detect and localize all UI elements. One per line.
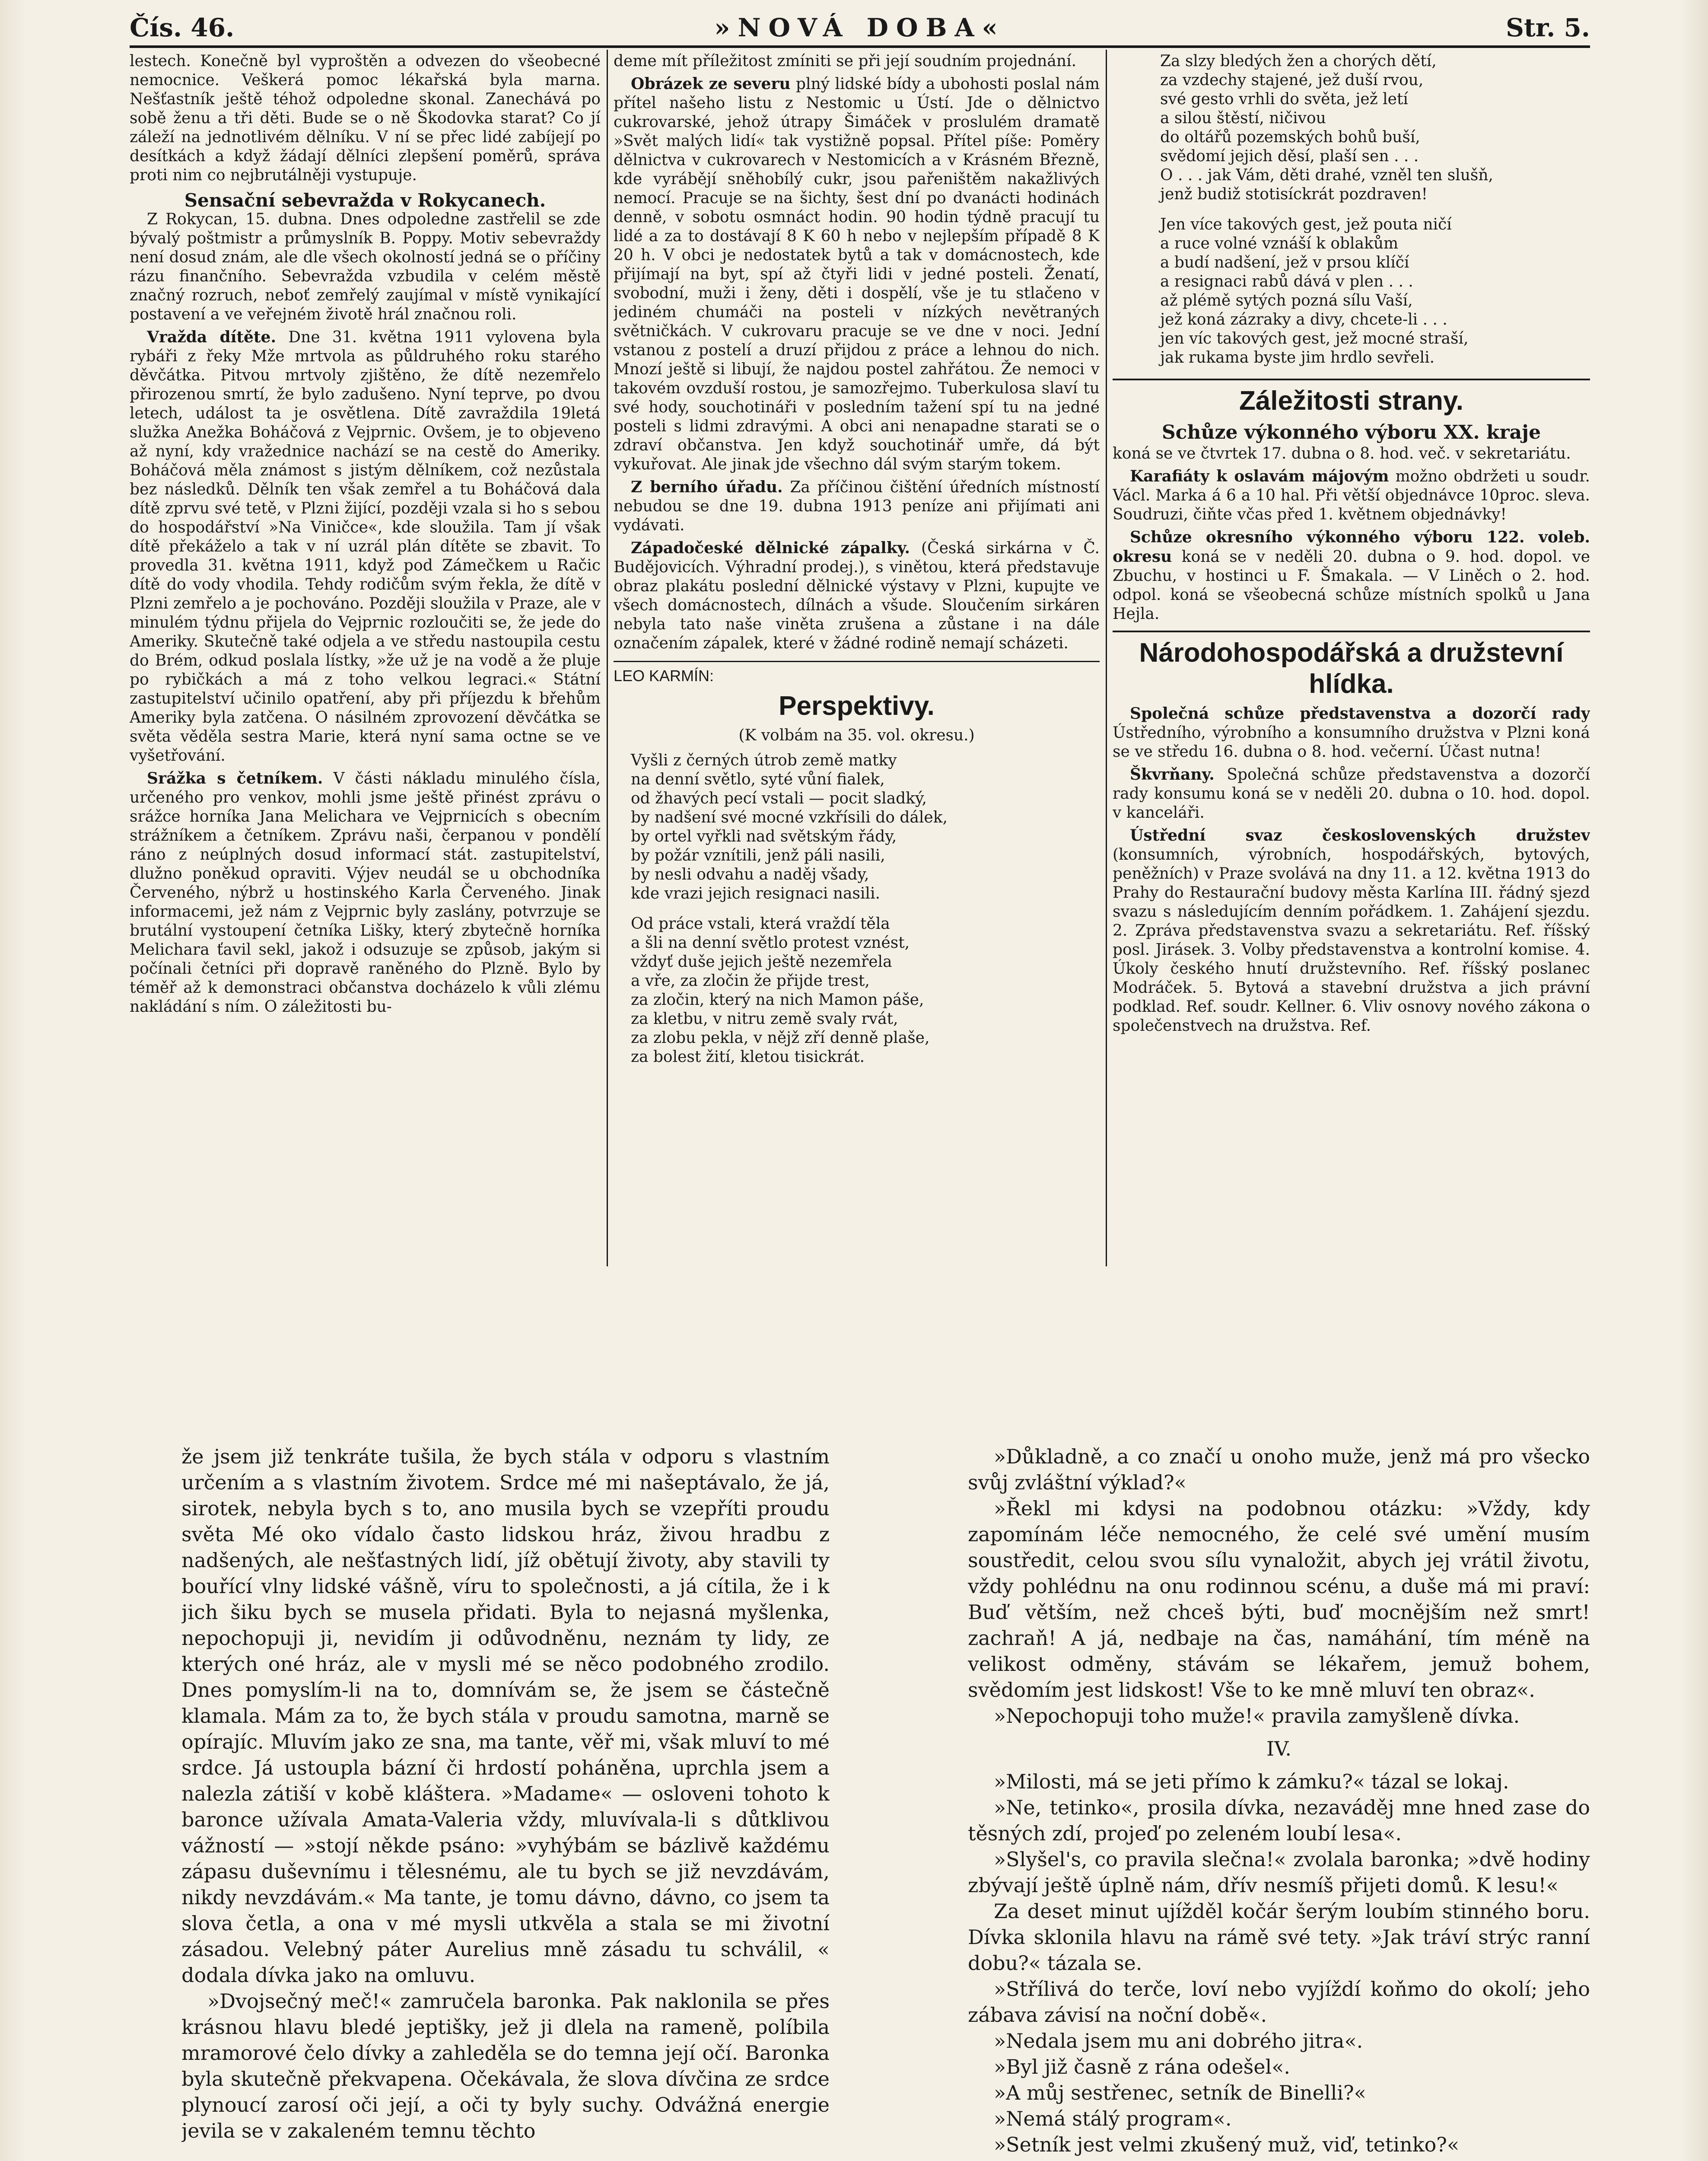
serial-paragraph: »Setník jest velmi zkušený muž, viď, tetinko?« bbox=[994, 2133, 1460, 2156]
header-rule bbox=[130, 45, 1590, 48]
article-child-murder: Dne 31. května 1911 vylovena byla rybáři z řeky Mže mrtvola as půldruhého roku starého děvčátka. Pitvou mrtvoly zjištěno, že dítě nezemřelo přirozenou smrtí, že bylo zadušeno. Nyní teprve, po dvou letech, událost ta je osvětlena. Dítě zavraždila 19letá služka Anežka Boháčová z Vejprnic. Ovšem, je to objeveno až nyní, kdy vražednice nachází se na cestě do Ameriky. Boháčová měla známost s jistým dělníkem, což nezůstala bez následků. Dělník ten však zemřel a tu Boháčová dala dítě zprvu své tetě, v Plzni žijící, později vzala si ho s sebou do hospodářství »Na Viničce«, kde sloužila. Tam jí však dítě překáželo a tak v ní uzrál plán dítěte se zbavit. To provedla 31. května 1911, když pod Zámečkem u Račic dítě do vody vhodila. Tehdy rodičům svým řekla, že dítě v Plzni zemřelo a je pochováno. Později sloužila v Praze, ale v minulém týdnu přijela do Vejprnic rozloučiti se, že jede do Ameriky. Skutečně také odjela a ve středu nastoupila cestu do Brém, odkud poslala lístky, »že už je na vodě a že pluje po rybičkách a má z toho velkou legraci.« Státní zastupitelství učinilo opatření, aby při příjezdu k břehům Ameriky byla zatčena. O násilném zprovození děvčátka se světa věděla sestra Marie, která nyní sama octne se ve vyšetřování. bbox=[130, 328, 601, 765]
serial-paragraph: »Střílivá do terče, loví nebo vyjíždí koňmo do okolí; jeho zábava závisí na noční době«. bbox=[968, 1977, 1590, 2027]
serial-paragraph: »Nepochopuji toho muže!« pravila zamyšleně dívka. bbox=[994, 1704, 1520, 1728]
headline-district-meeting: Schůze okresního výkonného výboru 122. voleb. okresu bbox=[1113, 528, 1590, 566]
page-number: Str. 5. bbox=[1506, 13, 1590, 42]
article-union: (konsumních, výrobních, hospodářských, bytových, peněžních) v Praze svolává na dny 11. a 12. května 1913 do Prahy do Restaurační budovy města Karlína III. řádný sjezd svazu s následujícím denním pořádkem. 1. Zahájení sjezdu. 2. Zpráva představenstva svazu a sekretariátu. Ref. říšský posl. Jirásek. 3. Volby představenstva a kontrolní komise. 4. Úkoly českého hnutí družstevního. Ref. říšský poslanec Modráček. 5. Bytová a stavební družstva a jich právní podklad. Ref. soudr. Kellner. 6. Vliv osnovy nového zákona o společenstvech na družstva. Ref. bbox=[1113, 846, 1590, 1035]
column-3 bbox=[1113, 52, 1590, 1258]
serial-paragraph: »Ne, tetinko«, prosila dívka, nezaváděj mne hned zase do těsných zdí, projeď po zeleném loubí lesa«. bbox=[968, 1796, 1590, 1845]
poem-title: Perspektivy. bbox=[779, 691, 935, 721]
poem-line: a ruce volné vznáší k oblakům bbox=[1160, 235, 1399, 252]
poem-line: na denní světlo, syté vůní fialek, bbox=[631, 771, 885, 788]
article-skvrnany: Společná schůze představenstva a dozorčí rady konsumu koná se v neděli 20. dubna o 10. hod. dopol. v kanceláři. bbox=[1113, 766, 1590, 822]
poem-rule bbox=[614, 661, 1100, 662]
serial-paragraph: »A můj sestřenec, setník de Binelli?« bbox=[994, 2081, 1366, 2104]
column-2 bbox=[614, 52, 1100, 1258]
poem-body bbox=[614, 751, 1100, 1067]
serial-paragraph: Za deset minut ujížděl kočár šerým loubím stinného boru. Dívka sklonila hlavu na rámě své tety. »Jak tráví strýc ranní dobu?« tázala se. bbox=[968, 1900, 1590, 1975]
serial-right bbox=[968, 1444, 1590, 2161]
headline-gendarme: Srážka s četníkem. bbox=[147, 769, 323, 787]
poem-line: a resignaci rabů dává v plen . . . bbox=[1160, 273, 1413, 290]
poem-stanza-4 bbox=[1160, 215, 1590, 367]
poem-author: LEO KARMÍN: bbox=[614, 667, 714, 685]
poem-continued bbox=[1113, 52, 1590, 367]
issue-number: Čís. 46. bbox=[130, 13, 235, 42]
poem-line: O . . . jak Vám, děti drahé, vzněl ten slušň, bbox=[1160, 166, 1493, 184]
serial-paragraph: »Slyšel's, co pravila slečna!« zvolala baronka; »dvě hodiny zbývají ještě úplně nám, dřív nesmíš přijeti domů. K lesu!« bbox=[968, 1848, 1590, 1897]
serial-paragraph: »Dvojsečný meč!« zamručela baronka. Pak naklonila se přes krásnou hlavu bledé jeptišky, jež ji dlela na rameně, políbila mramorové čelo dívky a zahleděla se do temna její očí. Baronka byla skutečně překvapena. Očekávala, že slova dívčina ze srdce plynoucí zarosí oči její, a oči ty byly suchy. Odvážná energie jevila se v zakaleném temnu těchto bbox=[181, 1989, 830, 2142]
headline-union: Ústřední svaz československých družstev bbox=[1130, 826, 1590, 845]
poem-line: za bolest žití, kletou tisickrát. bbox=[631, 1048, 865, 1066]
headline-north: Obrázek ze severu bbox=[631, 75, 791, 93]
poem-line: Jen více takových gest, jež pouta ničí bbox=[1160, 216, 1452, 233]
column-1 bbox=[130, 52, 601, 1258]
serial-paragraph: »Nemá stálý program«. bbox=[994, 2107, 1232, 2130]
poem-line: Od práce vstali, která vraždí těla bbox=[631, 915, 890, 933]
poem-line: své gesto vrhli do světa, jež letí bbox=[1160, 90, 1408, 108]
poem-line: jen víc takových gest, jež mocné straší, bbox=[1160, 330, 1469, 347]
article-matches: (Česká sirkárna v Č. Budějovicích. Výhradní prodej.), s vinětou, která představuje obraz plakátu poslední dělnické výstavy v Plzni, kupujte ve všech domácnostech, dílnách a všude. Sloučením sirkáren nebyla tato naše viněta zrušena a zůstane i na dále označením zápalek, které v žádné rodině nemají scházeti. bbox=[614, 539, 1100, 652]
headline-skvrnany: Škvrňany. bbox=[1130, 765, 1215, 784]
section-rule bbox=[1113, 379, 1590, 380]
poem-line: a šli na denní světlo protest vznést, bbox=[631, 934, 910, 952]
poem-line: by nadšení své mocné vzkřísili do dálek, bbox=[631, 809, 948, 826]
poem-line: do oltářů pozemských bohů buší, bbox=[1160, 128, 1420, 146]
article-tax-office: Za příčinou čištění úředních místností nebudou se dne 19. dubna 1913 peníze ani přijímati ani vydávati. bbox=[614, 478, 1100, 534]
poem-line: za zločin, který na nich Mamon páše, bbox=[631, 991, 924, 1009]
poem-line: by ortel vyřkli nad světským řády, bbox=[631, 828, 897, 845]
serial-left bbox=[181, 1444, 830, 2161]
article-shooting-continued: lestech. Konečně byl vyproštěn a odvezen do všeobecné nemocnice. Veškerá pomoc lékařská byla marna. Nešťastník ještě téhož odpoledne skonal. Zanechává po sobě ženu a tři děti. Bude se o ně Škodovka starat? Co jí záleží na jednotlivém dělníku. V ní se přec lidé zabíjejí po desítkách a když žádají dělníci zlepšení poměrů, správa proti nim co nejbrutálněji vystupuje. bbox=[130, 52, 601, 184]
serial-paragraph: že jsem již tenkráte tušila, že bych stála v odporu s vlastním určením a s vlastním životem. Srdce mé mi našeptávalo, že já, sirotek, nebyla bych s to, ano musila bych se vzepříti proudu světa Mé oko vídalo často lidskou hráz, živou hradbu z nadšených, ale nešťastných lidí, jíž obětují životy, aby stavili ty bouřící vlny lidské vášně, víru to společnosti, a já cítila, že i k jich šiku bych se musela přidati. Byla to nejasná myšlenka, nepochopuji ji, nevidím ji odůvodněnu, neznám ty lidy, ze kterých oné hráz, ale v mysli mé se něco podobného zrodilo. Dnes pomyslím-li na to, domnívám se, že jsem se částečně klamala. Mám za to, že bych stála v proudu samotna, marně se opírajíc. Mluvím jako ze sna, ma tante, věř mi, však mluví to mé srdce. Já ustoupla bázní či hrdostí poháněna, uprchla jsem a nalezla zátiší v kobě klášterа. »Madame« — osloveni tohoto k baronce užívala Amata-Valeria vždy, mluvívala-li s důtklivou vážností — »stojí někde psáno: »vyhýbám se bázlivě každému zápasu duševnímu i tělesnému, ale tu bych se již nevzdávám, nikdy nevzdávám.« Ma tante, je tomu dávno, dávno, co jsem ta slova četla, a ona v mé mysli utkvěla a stala se mi životní zásadou. Velebný páter Aurelius mně zásadu tu schválil, « dodala dívka jako na omluvu. bbox=[181, 1445, 830, 1987]
poem-line: za kletbu, v nitru země svaly rvát, bbox=[631, 1010, 898, 1028]
headline-matches: Západočeské dělnické zápalky. bbox=[631, 539, 910, 557]
poem-line: od žhavých pecí vstali — pocit sladký, bbox=[631, 790, 927, 807]
poem-line: a silou štěstí, ničivou bbox=[1160, 109, 1326, 127]
section-rule bbox=[1113, 631, 1590, 632]
section-economic: Národohospodářská a družstevní hlídka. bbox=[1139, 638, 1564, 699]
poem-line: vždyť duše jejich ještě nezemřela bbox=[631, 953, 892, 971]
newspaper-title: »NOVÁ DOBA« bbox=[714, 13, 1005, 42]
serial-paragraph: »Důkladně, a co značí u onoho muže, jenž má pro všecko svůj zvláštní výklad?« bbox=[968, 1445, 1590, 1494]
article-gendarme: V části nákladu minulého čísla, určeného pro venkov, mohli jsme ještě přinést zprávu o srážce horníka Jana Melichara ve Vejprnicích s obecním strážníkem a četníkem. Zprávu naši, čerpanou v pondělí ráno z neúplných dosud informací stát. zastupitelství, dlužno poněkud opraviti. Výjev neudál se u obchodníka Červeného, nýbrž u hostinského Karla Červeného. Jinak informacemi, jež nám z Vejprnic byly zaslány, potvrzuje se brutální vystoupení četníka Lišky, který zbytečně horníka Melichara ťavil sekl, jakož i odsuzuje se způsob, jakým si počínali četníci při dopravě raněného do Plzně. Bylo by téměř až k demonstraci občanstva docházelo k vůli zlému nakládání s ním. O záležitosti bu- bbox=[130, 770, 601, 1016]
headline-joint-meeting: Společná schůze představenstva a dozorčí rady bbox=[1130, 704, 1590, 723]
article-carnations: možno obdržeti u soudr. Václ. Marka á 6 a 10 hal. Při větší objednávce 10proc. sleva. Soudruzi, čiňte včas před 1. květnem objednávky! bbox=[1113, 468, 1590, 523]
serial-paragraph: »Byl již časně z rána odešel«. bbox=[994, 2055, 1290, 2078]
article-rokycany: Z Rokycan, 15. dubna. Dnes odpoledne zastřelil se zde bývalý poštmistr a průmyslník B. Poppy. Motiv sebevraždy není dosud znám, ale dle všech okolností jedná se o příčiny rázu finančního. Sebevražda vzbudila v celém městě značný rozruch, neboť zemřelý zaujímal v místě vynikající postavení a ve veřejném životě hrál značnou roli. bbox=[130, 210, 601, 323]
poem-line: a vře, za zločin že přijde trest, bbox=[631, 972, 870, 990]
headline-child-murder: Vražda dítěte. bbox=[147, 328, 276, 346]
headline-carnations: Karafiáty k oslavám májovým bbox=[1130, 467, 1389, 485]
section-party-affairs: Záležitosti strany. bbox=[1239, 386, 1464, 416]
page-header bbox=[130, 13, 1590, 45]
column-divider-2 bbox=[1106, 50, 1107, 1266]
poem-line: jak rukama byste jim hrdlo sevřeli. bbox=[1160, 349, 1435, 367]
poem-line: svědomí jejich děsí, plaší sen . . . bbox=[1160, 147, 1419, 165]
article-joint-meeting: Ústředního, výrobního a konsumního družstva v Plzni koná se ve středu 16. dubna o 8. hod. večerní. Účast nutna! bbox=[1113, 724, 1590, 761]
poem-line: za vzdechy stajené, jež duší rvou, bbox=[1160, 71, 1424, 89]
poem-line: až plémě sytých pozná sílu Vaší, bbox=[1160, 292, 1413, 309]
poem-subtitle: (K volbám na 35. vol. okresu.) bbox=[738, 727, 975, 744]
serial-paragraph: »Řekl mi kdysi na podobnou otázku: »Vždy, kdy zapomínám léče nemocného, že celé své umění musím soustředit, celou svou sílu vynaložit, abych jej vrátil životu, vždy pohlédnu na onu rodinnou scénu, a duše má mi praví: Buď větším, než chceš býti, buď mocnějším než smrt! zachraň! A já, nedbaje na čas, namáhání, tím méně na velikost odměny, stávám se lékařem, jemuž bohem, svědomím jest lidskost! Vše to ke mně mluví ten obraz«. bbox=[968, 1497, 1590, 1702]
poem-line: jenž budiž stotisíckrát pozdraven! bbox=[1160, 185, 1428, 203]
poem-stanza-3 bbox=[1160, 52, 1590, 204]
article-continued: deme mít příležitost zmíniti se při její soudním projednání. bbox=[614, 52, 1077, 70]
poem-line: kde vrazi jejich resignaci nasili. bbox=[631, 885, 880, 902]
poem-line: za zlobu pekla, v nějž zří denně plaše, bbox=[631, 1029, 930, 1047]
poem-stanza-2 bbox=[631, 915, 1100, 1067]
serial-paragraph: »Nedala jsem mu ani dobrého jitra«. bbox=[994, 2029, 1363, 2053]
meeting-announcement: Schůze výkonného výboru XX. kraje bbox=[1161, 421, 1541, 443]
poem-stanza-1 bbox=[631, 751, 1100, 903]
serial-paragraph: »Milosti, má se jeti přímo k zámku?« tázal se lokaj. bbox=[994, 1770, 1509, 1793]
article-district-meeting: koná se v neděli 20. dubna o 9. hod. dopol. ve Zbuchu, v hostinci u F. Šmakala. — V Liněch o 2. hod. odpol. koná se všeobecná schůze místních spolků u Jana Hejla. bbox=[1113, 548, 1590, 623]
poem-line: Vyšli z černých útrob země matky bbox=[631, 752, 897, 769]
poem-line: Za slzy bledých žen a chorých dětí, bbox=[1160, 52, 1437, 70]
headline-rokycany: Sensační sebevražda v Rokycanech. bbox=[184, 190, 546, 211]
poem-line: a budí nadšení, jež v prsou klíčí bbox=[1160, 254, 1409, 271]
chapter-number: IV. bbox=[1266, 1737, 1291, 1760]
article-north: plný lidské bídy a ubohosti poslal nám přítel našeho listu z Nestomic u Ústí. Jde o dělnictvo cukrovarské, jehož útrapy Šimáček v proslulém dramatě »Svět malých lidí« tak vystižně popsal. Přítel píše: Poměry dělnictva v cukrovarech v Nestomicích a v Krásném Březně, kde vyrábějí sněhobílý cukr, jsou pařeništěm nakažlivých nemocí. Pracuje se na šichty, šest dní po dvanácti hodinách denně, v sobotu osmnáct hodin. 90 hodin týdně pracují tu lidé a za to dostávají 8 K 60 h nebo v nejlepším případě 8 K 20 h. V obci je nedostatek bytů a tak v domácnostech, kde přijímají na byt, spí až čtyři lidi v jedné posteli. Ženatí, svobodní, muži i ženy, děti i dospělí, vše je tu stlačeno v jediném chumáči na posteli v nízkých nevětraných světničkách. V cukrovaru pracuje se ve dne v noci. Jední vstanou z postelí a druzí přijdou z práce a lehnou do nich. Mnozí ještě si libují, že najdou postel zahřátou. Že nemoci v takovém ovzduší rostou, je samozřejmo. Tuberkulosa slaví tu své hody, souchotináři v posledním tažení spí tu na jedné posteli s lidmi zdravými. A obci ani nenapadne starati se o zdraví občanstva. Jen když souchotinář umře, dá být vykuřovat. Ale jinak jde všechno dál svým starým tokem. bbox=[614, 75, 1100, 473]
poem-line: by požár vznítili, jenž páli nasili, bbox=[631, 847, 885, 864]
headline-tax-office: Z berního úřadu. bbox=[631, 478, 783, 496]
meeting-details: koná se ve čtvrtek 17. dubna o 8. hod. več. v sekretariátu. bbox=[1113, 445, 1571, 462]
poem-line: jež koná zázraky a divy, chcete-li . . . bbox=[1160, 311, 1447, 328]
poem-line: by nesli odvahu a naděj všady, bbox=[631, 866, 869, 883]
column-divider-1 bbox=[607, 50, 608, 1266]
